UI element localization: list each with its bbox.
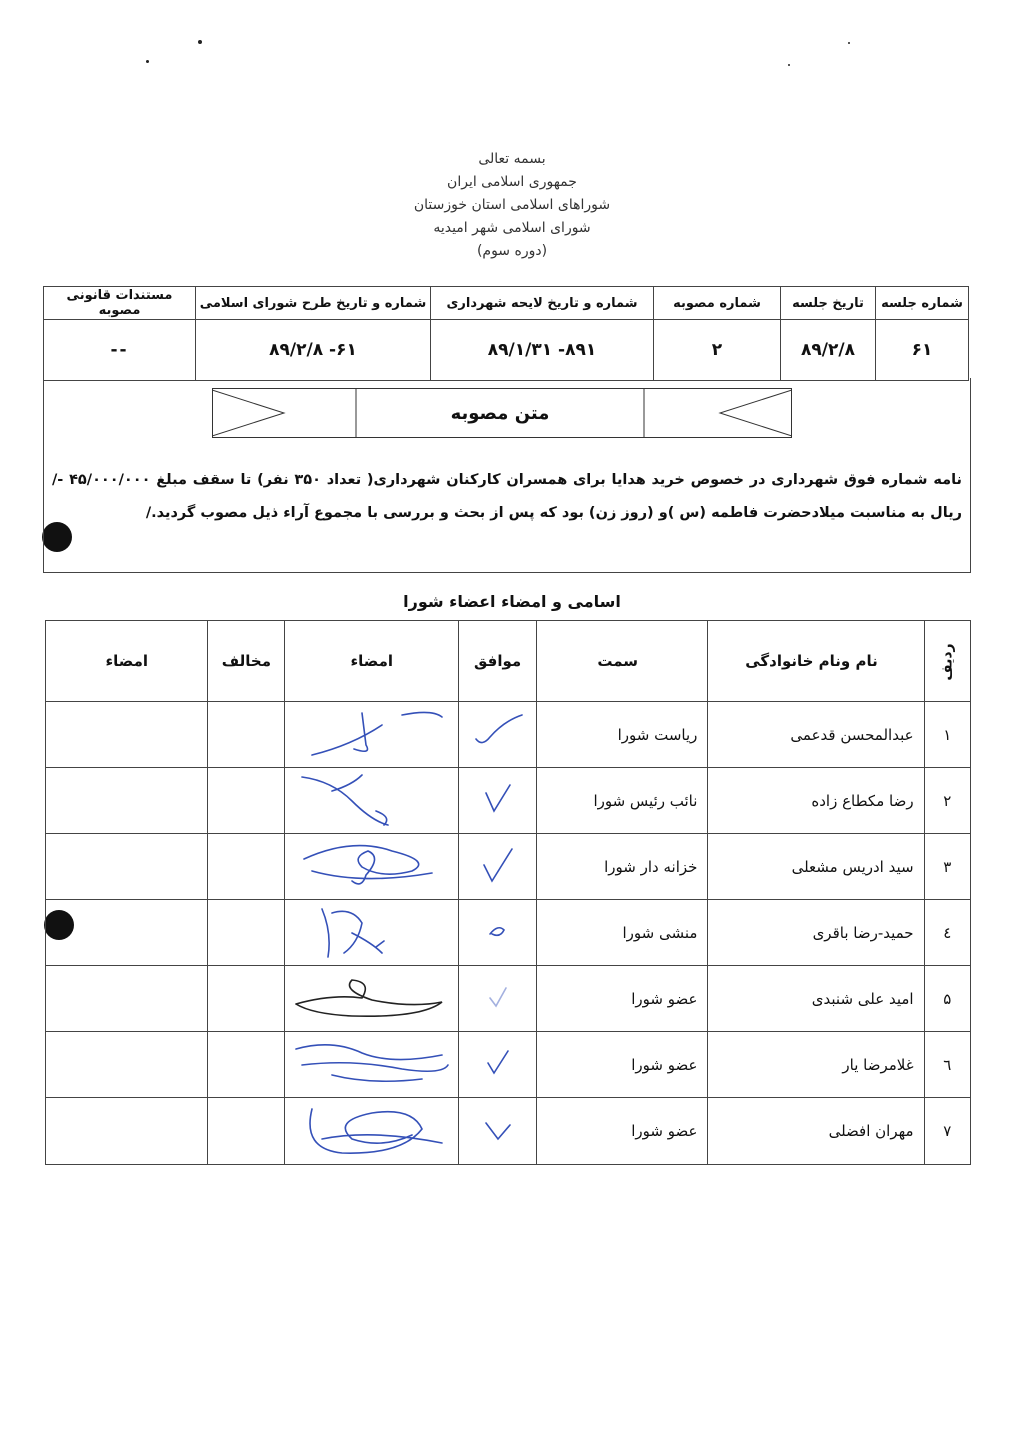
- header-legal-docs: مستندات قانونی مصوبه: [44, 287, 196, 320]
- header-signature: امضاء: [285, 621, 459, 702]
- table-row: [46, 966, 971, 1032]
- member-role: خزانه دار شورا: [536, 834, 707, 900]
- legal-docs-value: --: [44, 320, 196, 381]
- table-row: [46, 1098, 971, 1165]
- header-line: (دوره سوم): [476, 243, 548, 259]
- signature-image: [292, 1035, 452, 1091]
- oppose-cell: [208, 1032, 285, 1098]
- resolution-section: [43, 378, 971, 573]
- row-index: ۳: [924, 834, 970, 900]
- signature-cell: [285, 702, 459, 768]
- header-index-label: ردیف: [939, 643, 956, 681]
- signature-cell: [285, 768, 459, 834]
- oppose-cell: [208, 1098, 285, 1165]
- agree-cell: [459, 966, 537, 1032]
- oppose-cell: [208, 966, 285, 1032]
- signature-cell: [285, 1098, 459, 1165]
- agree-mark-icon: [478, 916, 518, 946]
- header-index: [924, 621, 970, 702]
- agree-cell: [459, 702, 537, 768]
- header-oppose: مخالف: [208, 621, 285, 702]
- member-role: منشی شورا: [536, 900, 707, 966]
- member-name: امید علی شنبدی: [708, 966, 924, 1032]
- signature-2-cell: [46, 1098, 208, 1165]
- header-signature-2: امضاء: [46, 621, 208, 702]
- header-line: شورای اسلامی شهر امیدیه: [433, 220, 591, 236]
- agree-cell: [459, 1098, 537, 1165]
- oppose-cell: [208, 768, 285, 834]
- row-index: ۱: [924, 702, 970, 768]
- member-role: عضو شورا: [536, 1098, 707, 1165]
- checkmark-icon: [478, 777, 518, 821]
- table-row: [46, 900, 971, 966]
- resolution-text: نامه شماره فوق شهرداری در خصوص خرید هدایا برای همسران کارکنان شهرداری( تعداد ۳۵۰ نفر) تا سقف مبلغ ۴۵/۰۰۰/۰۰۰ -/ ریال به مناسبت میلادحضرت فاطمه (س )و (روز زن) بود که پس از بحث و بررسی با مجموع آراء ذیل مصوب گردید./: [52, 472, 962, 521]
- signature-2-cell: [46, 834, 208, 900]
- member-role: عضو شورا: [536, 1032, 707, 1098]
- signature-image: [292, 705, 452, 761]
- agree-cell: [459, 768, 537, 834]
- member-name: سید ادریس مشعلی: [708, 834, 924, 900]
- scan-speck: [146, 60, 149, 63]
- row-index: ٦: [924, 1032, 970, 1098]
- signature-image: [292, 903, 452, 959]
- header-name: نام ونام خانوادگی: [708, 621, 924, 702]
- header-plan-no-date: شماره و تاریخ طرح شورای اسلامی: [196, 287, 431, 320]
- checkmark-icon: [478, 1109, 518, 1149]
- signature-cell: [285, 966, 459, 1032]
- oppose-cell: [208, 834, 285, 900]
- agree-cell: [459, 1032, 537, 1098]
- signature-2-cell: [46, 702, 208, 768]
- member-name: غلامرضا یار: [708, 1032, 924, 1098]
- signature-2-cell: [46, 768, 208, 834]
- member-role: ریاست شورا: [536, 702, 707, 768]
- header-session-date: تاریخ جلسه: [781, 287, 876, 320]
- plan-no-date-value: ۶۱- ۸۹/۲/۸: [196, 320, 431, 381]
- member-role: نائب رئیس شورا: [536, 768, 707, 834]
- oppose-cell: [208, 702, 285, 768]
- signature-2-cell: [46, 900, 208, 966]
- bill-no-date-value: ۸۹۱- ۸۹/۱/۳۱: [431, 320, 654, 381]
- agree-cell: [459, 900, 537, 966]
- table-row: [46, 702, 971, 768]
- row-index: ٤: [924, 900, 970, 966]
- member-name: رضا مکطاع زاده: [708, 768, 924, 834]
- session-date-value: ۸۹/۲/۸: [781, 320, 876, 381]
- members-table: [45, 620, 971, 1165]
- letterhead: [0, 148, 1024, 263]
- scan-speck: [848, 42, 850, 44]
- signature-image: [292, 1099, 452, 1159]
- header-line: بسمه تعالی: [478, 151, 546, 167]
- checkmark-icon: [478, 1043, 518, 1083]
- row-index: ۵: [924, 966, 970, 1032]
- header-role: سمت: [536, 621, 707, 702]
- header-agree: موافق: [459, 621, 537, 702]
- header-line: جمهوری اسلامی ایران: [447, 174, 577, 190]
- header-bill-no-date: شماره و تاریخ لایحه شهرداری: [431, 287, 654, 320]
- signature-image: [292, 837, 452, 893]
- resolution-no-value: ۲: [654, 320, 781, 381]
- checkmark-icon: [478, 843, 518, 887]
- checkmark-icon: [478, 982, 518, 1012]
- member-name: عبدالمحسن قدعمی: [708, 702, 924, 768]
- signature-cell: [285, 834, 459, 900]
- signature-image: [292, 771, 452, 827]
- agree-cell: [459, 834, 537, 900]
- table-row: [46, 1032, 971, 1098]
- members-title: اسامی و امضاء اعضاء شورا: [403, 592, 621, 611]
- signature-2-cell: [46, 1032, 208, 1098]
- table-row: [46, 834, 971, 900]
- oppose-cell: [208, 900, 285, 966]
- resolution-title: متن مصوبه: [450, 402, 550, 424]
- header-session-no: شماره جلسه: [876, 287, 969, 320]
- member-name: مهران افضلی: [708, 1098, 924, 1165]
- session-no-value: ۶۱: [876, 320, 969, 381]
- signature-image: [292, 972, 452, 1022]
- header-resolution-no: شماره مصوبه: [654, 287, 781, 320]
- scan-speck: [788, 64, 790, 66]
- row-index: ۷: [924, 1098, 970, 1165]
- header-line: شوراهای اسلامی استان خوزستان: [413, 197, 611, 213]
- member-name: حمید-رضا باقری: [708, 900, 924, 966]
- row-index: ۲: [924, 768, 970, 834]
- table-row: [46, 768, 971, 834]
- session-info-table: [43, 286, 969, 381]
- signature-cell: [285, 900, 459, 966]
- signature-cell: [285, 1032, 459, 1098]
- signature-2-cell: [46, 966, 208, 1032]
- checkmark-icon: [468, 711, 528, 755]
- member-role: عضو شورا: [536, 966, 707, 1032]
- scan-speck: [198, 40, 202, 44]
